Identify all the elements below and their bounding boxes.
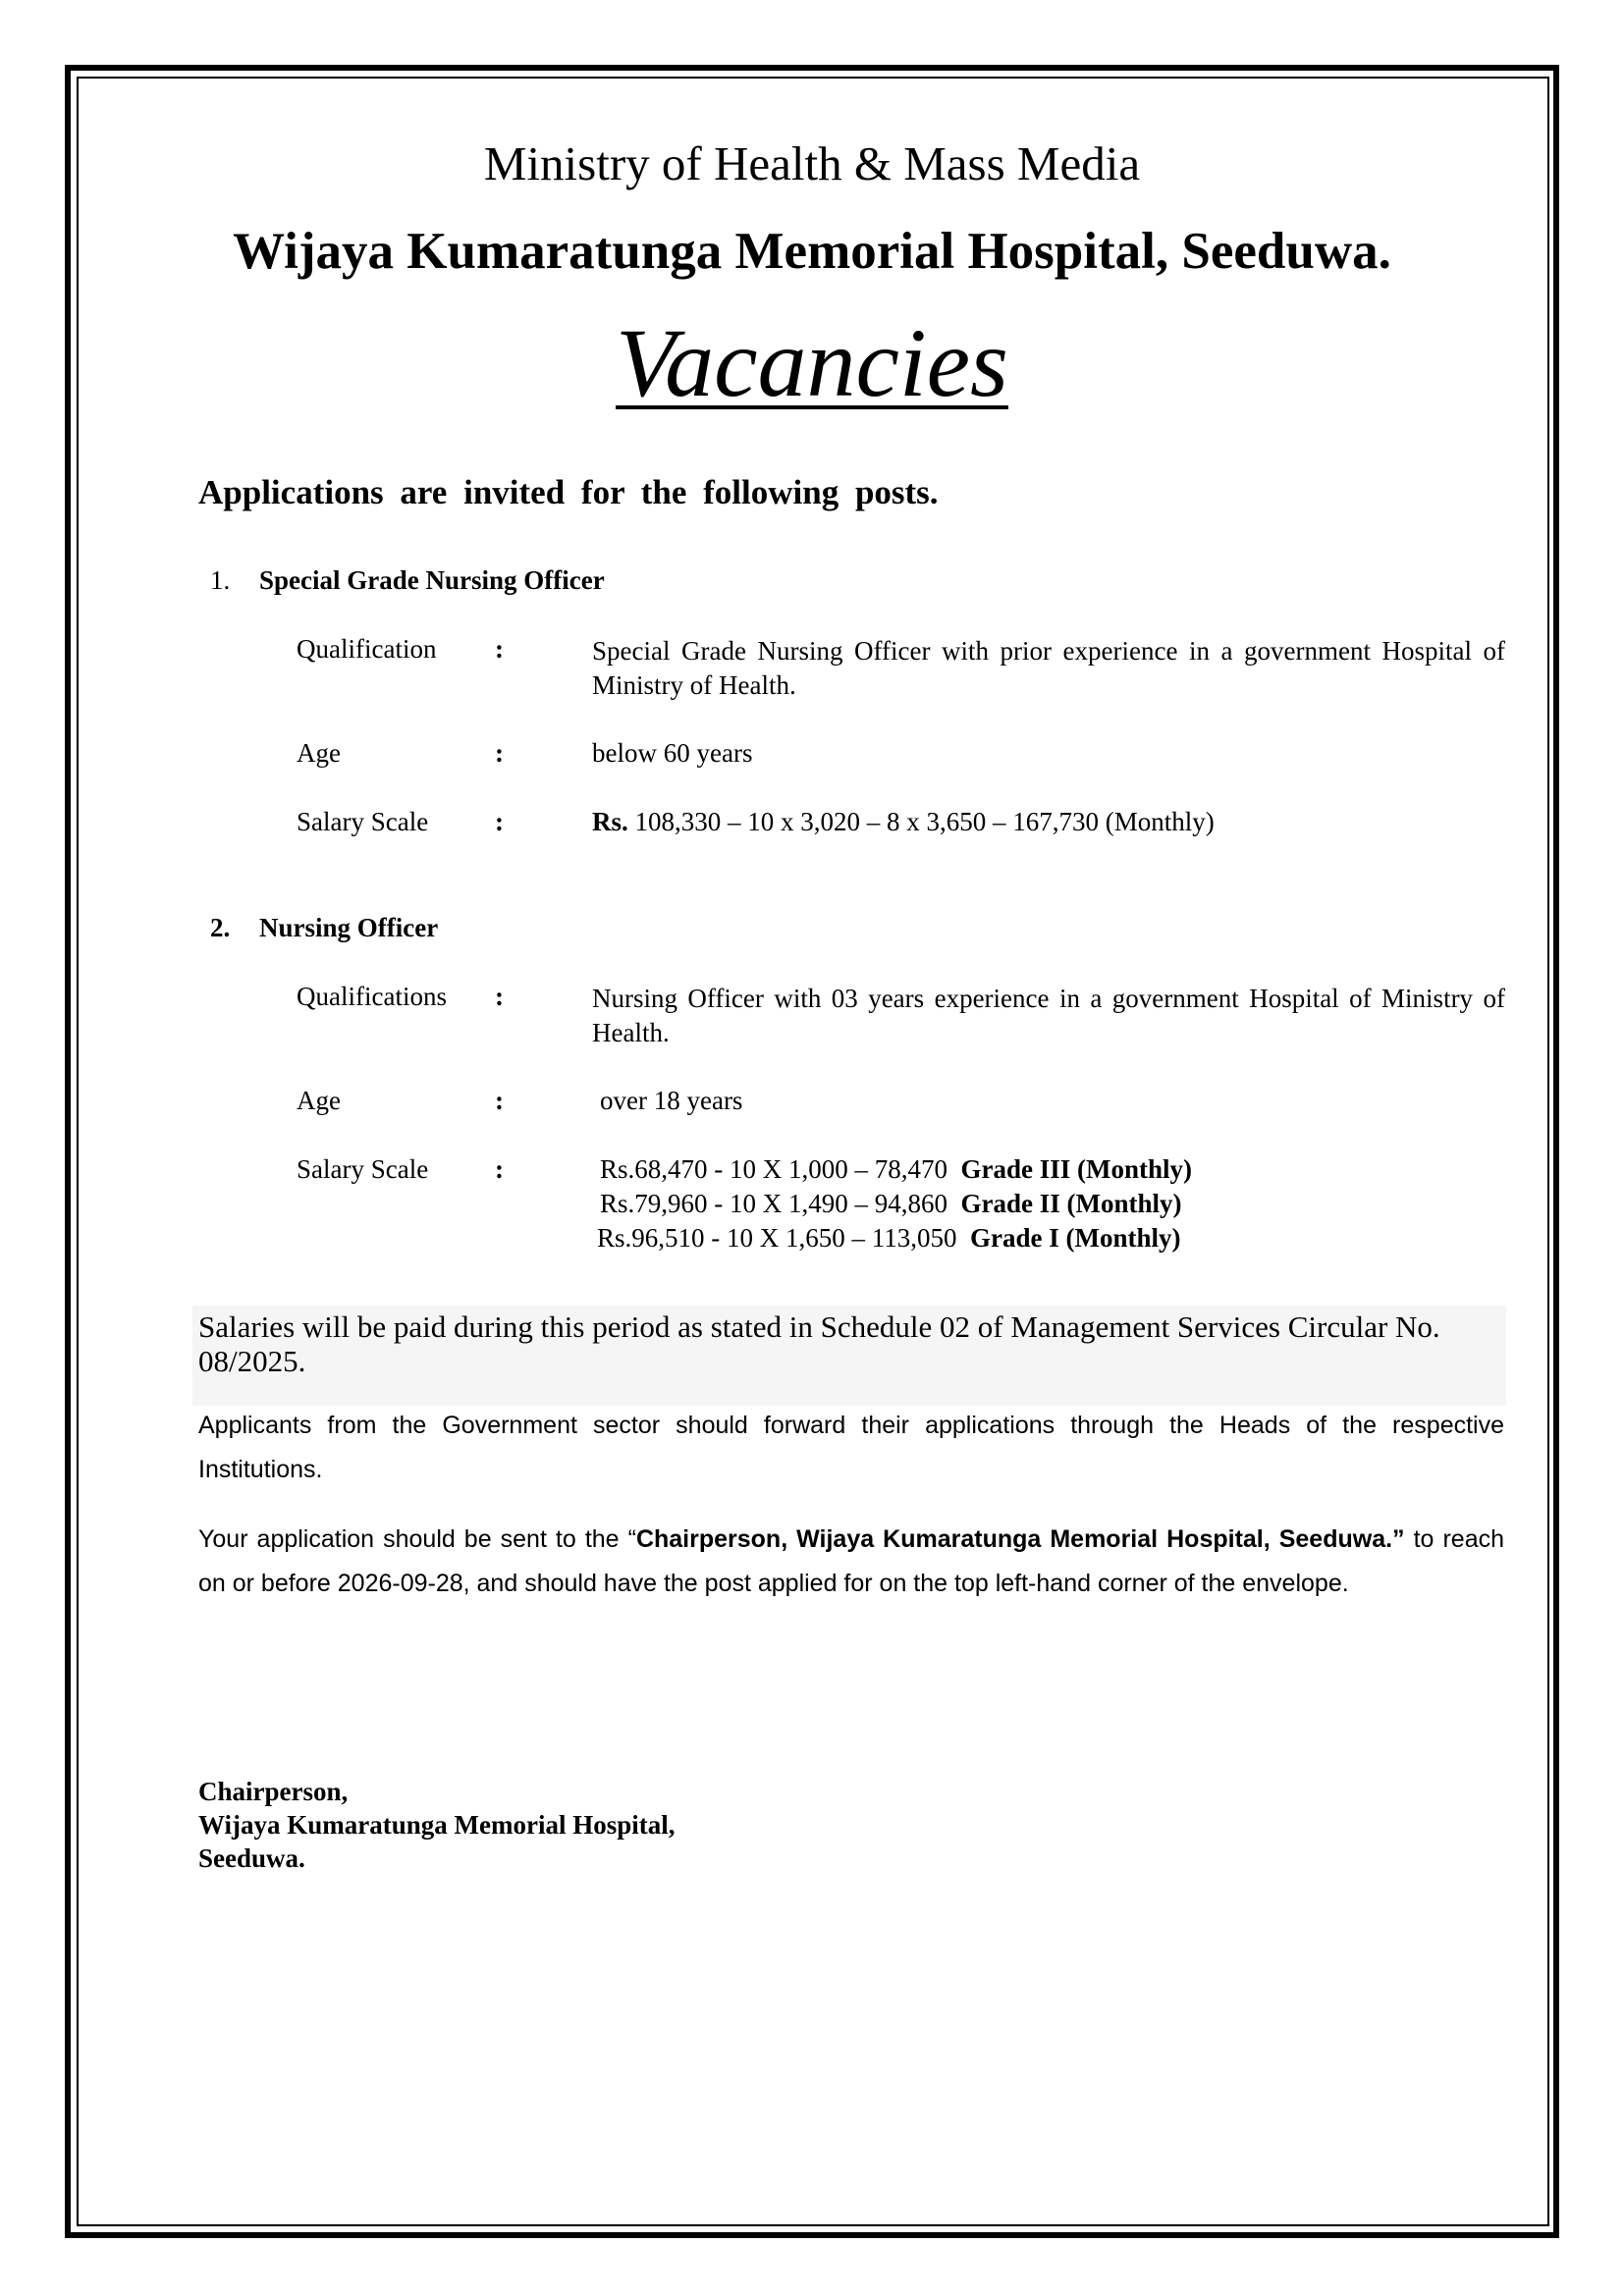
post-1-number: 1. [210,565,231,595]
post-2-salary-line [597,1223,1181,1254]
post-2-age-colon: : [495,1086,504,1115]
signature-hospital: Wijaya Kumaratunga Memorial Hospital, [198,1810,676,1840]
salary-scale: Rs.79,960 - 10 X 1,490 – 94,860 [600,1189,948,1218]
post-2-salary-line [600,1189,1182,1219]
post-2-salary-colon: : [495,1154,504,1184]
salary-grade: Grade III (Monthly) [960,1154,1193,1184]
post-1-salary-label: Salary Scale [297,807,429,836]
post-2-qualification-label: Qualifications [297,982,447,1011]
address-note-intro: Your application should be sent to the “ [198,1525,636,1553]
signature-location: Seeduwa. [198,1843,305,1873]
post-2-age-label: Age [297,1086,341,1115]
post-1-age-label: Age [297,738,341,768]
post-1-qualification-label: Qualification [297,634,437,664]
address-note [198,1518,1504,1606]
signature-block [198,1775,676,1875]
signature-title: Chairperson, [198,1777,349,1806]
post-2-salary-line [600,1154,1192,1185]
post-1-age-colon: : [495,738,504,768]
post-1-age-value: below 60 years [592,738,753,768]
salary-grade: Grade II (Monthly) [960,1189,1182,1218]
post-1-salary-colon: : [495,807,504,836]
vacancies-title: Vacancies [616,308,1008,417]
post-2-qualification-value: Nursing Officer with 03 years experience in a government Hospital of Ministry of Health. [592,984,1505,1047]
post-1-salary-prefix: Rs. [592,807,628,836]
salary-scale: Rs.96,510 - 10 X 1,650 – 113,050 [597,1223,957,1253]
salary-grade: Grade I (Monthly) [970,1223,1181,1253]
post-2-age-value: over 18 years [600,1086,743,1115]
salary-note: Salaries will be paid during this period as stated in Schedule 02 of Management Services Circular No. 08/2025. [198,1309,1440,1378]
ministry-heading: Ministry of Health & Mass Media [483,136,1141,190]
address-note-instructions: to reach on or before 2026-09-28, and should have the post applied for on the top left-hand corner of the envelope. [198,1525,1505,1597]
post-1-qualification-value: Special Grade Nursing Officer with prior experience in a government Hospital of Ministry of Health. [592,636,1505,700]
post-2-title: Nursing Officer [259,913,439,942]
hospital-heading: Wijaya Kumaratunga Memorial Hospital, Seeduwa. [233,223,1391,280]
post-1-salary-value [592,807,1215,837]
post-1-salary-scale: 108,330 – 10 x 3,020 – 8 x 3,650 – 167,730 (Monthly) [627,807,1215,836]
invitation-text: Applications are invited for the following posts. [198,473,939,511]
address-note-addressee: Chairperson, Wijaya Kumaratunga Memorial Hospital, Seeduwa.” [635,1525,1405,1553]
post-1-title: Special Grade Nursing Officer [259,565,605,595]
post-1-qualification-colon: : [495,634,504,664]
salary-scale: Rs.68,470 - 10 X 1,000 – 78,470 [600,1154,948,1184]
forwarding-note: Applicants from the Government sector should forward their applications through the Heads of the respective Institutions. [198,1412,1504,1483]
post-2-number: 2. [210,913,231,942]
post-2-qualification-colon: : [495,982,504,1011]
post-2-salary-label: Salary Scale [297,1154,429,1184]
